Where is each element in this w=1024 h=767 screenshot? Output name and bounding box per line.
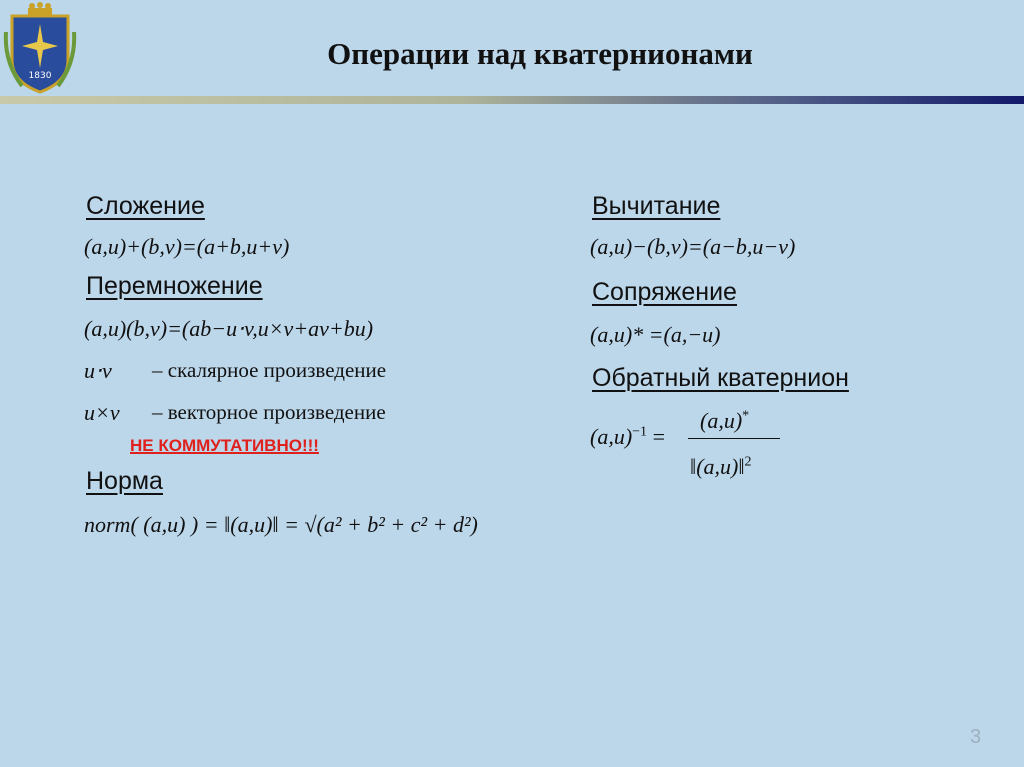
non-commutative-warning: НЕ КОММУТАТИВНО!!!: [130, 436, 319, 455]
inverse-numerator-exponent: *: [742, 408, 750, 424]
norm-formula: norm( (a,u) ) = ‖(a,u)‖ = √(a² + b² + c² + d²): [84, 512, 478, 537]
header-divider: [0, 96, 1024, 104]
fraction-bar: [688, 438, 780, 439]
conjugate-formula: (a,u)* =(a,−u): [590, 322, 721, 347]
inverse-denominator-exponent: 2: [744, 454, 752, 470]
university-crest-icon: [2, 2, 78, 96]
dot-product-symbol: u⋅v: [84, 358, 112, 383]
inverse-lhs: (a,u): [590, 424, 633, 449]
norm-heading: Норма: [86, 467, 163, 495]
inverse-denominator: (a,u): [696, 454, 739, 479]
multiplication-formula: (a,u)(b,v)=(ab−u⋅v,u×v+av+bu): [84, 316, 374, 341]
dot-product-description: – скалярное произведение: [152, 358, 387, 382]
inverse-heading: Обратный кватернион: [592, 364, 849, 392]
inverse-numerator: (a,u): [700, 408, 743, 433]
addition-heading: Сложение: [86, 192, 205, 220]
cross-product-symbol: u×v: [84, 400, 120, 425]
multiplication-heading: Перемножение: [86, 272, 263, 300]
inverse-lhs-exponent: −1: [632, 424, 648, 440]
conjugate-heading: Сопряжение: [592, 278, 737, 306]
cross-product-description: – векторное произведение: [152, 400, 386, 424]
inverse-formula: $(a,u)^{-1}$ = (a,u)* ‖(a,u)‖$^2$: [590, 404, 790, 504]
slide-header: [0, 0, 1024, 96]
subtraction-heading: Вычитание: [592, 192, 721, 220]
subtraction-formula: (a,u)−(b,v)=(a−b,u−v): [590, 234, 796, 259]
crest-year: 1830: [28, 71, 52, 81]
page-number: 3: [970, 726, 982, 748]
addition-formula: (a,u)+(b,v)=(a+b,u+v): [84, 234, 290, 259]
page-title: Операции над кватернионами: [327, 36, 753, 71]
